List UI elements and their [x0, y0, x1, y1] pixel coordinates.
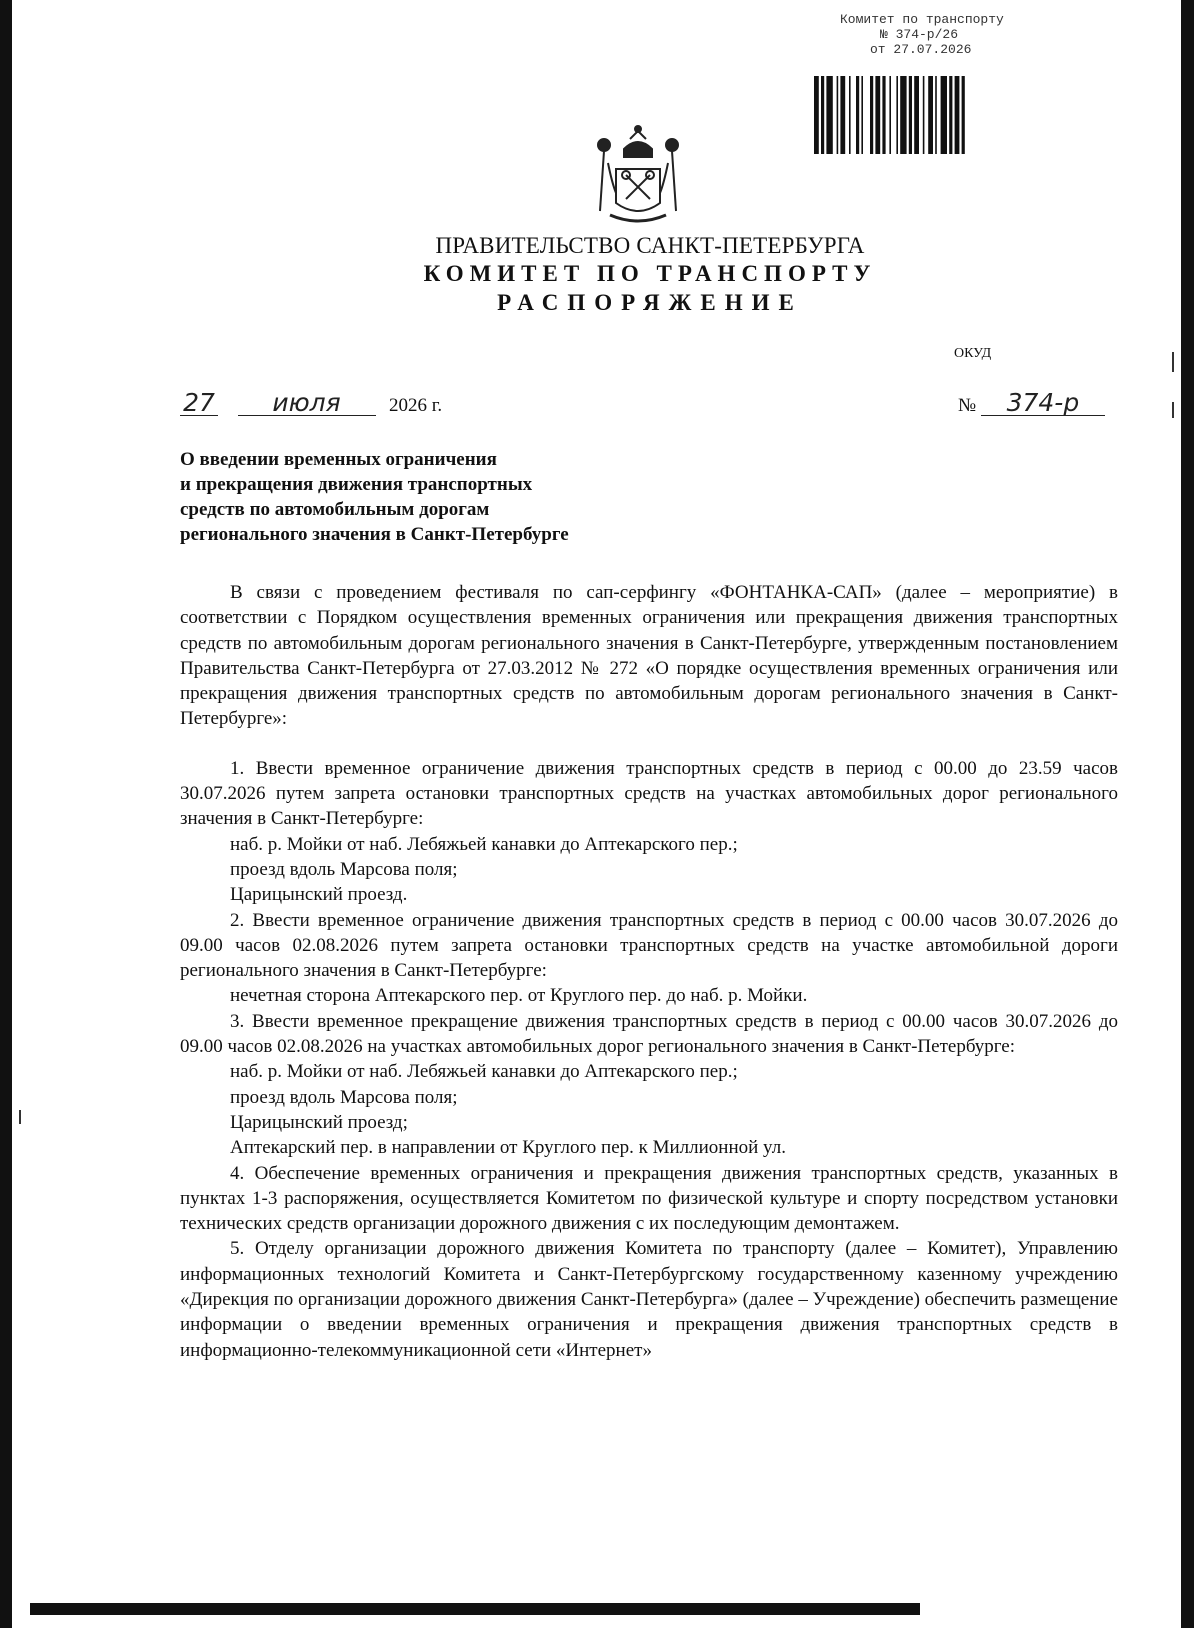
barcode-bar	[923, 76, 925, 154]
scan-border-right	[1181, 0, 1194, 1628]
clause-1-item: наб. р. Мойки от наб. Лебяжьей канавки до Аптекарского пер.;	[230, 833, 738, 855]
barcode-bar	[840, 76, 845, 154]
clause-1: 1. Ввести временное ограничение движения транспортных средств в период с 00.00 до 23.59 часов 30.07.2026 путем запрета остановки транспортных средств на участках автомобильных дорог регионального значения в Санкт-Петербурге:	[180, 757, 1118, 830]
clause-3: 3. Ввести временное прекращение движения транспортных средств в период с 00.00 часов 30.07.2026 до 09.00 часов 02.08.2026 на участках автомобильных дорог регионального значения в Санкт-Петербурге:	[180, 1010, 1118, 1058]
clause-2: 2. Ввести временное ограничение движения транспортных средств в период с 00.00 часов 30.07.2026 до 09.00 часов 02.08.2026 путем запрета остановки транспортных средств на участке автомобильной дороги регионального значения в Санкт-Петербурге:	[180, 909, 1118, 982]
stamp-line-date: от 27.07.2026	[870, 42, 972, 57]
document-date	[180, 388, 443, 417]
number-prefix: №	[958, 395, 977, 416]
clause-3-item: Аптекарский пер. в направлении от Круглого пер. к Миллионной ул.	[230, 1137, 786, 1159]
document-subject	[180, 447, 700, 547]
barcode-bar	[896, 76, 898, 154]
barcode	[812, 76, 1044, 154]
scan-border-bottom	[30, 1603, 920, 1615]
barcode-bar	[955, 76, 960, 154]
document-type-title: РАСПОРЯЖЕНИЕ	[497, 290, 803, 315]
barcode-bar	[826, 76, 832, 154]
barcode-bar	[861, 76, 863, 154]
subject-line: и прекращения движения транспортных	[180, 474, 533, 495]
scan-mark	[19, 1110, 21, 1124]
barcode-bar	[814, 76, 819, 154]
clause-3-item: наб. р. Мойки от наб. Лебяжьей канавки до Аптекарского пер.;	[230, 1061, 738, 1083]
barcode-bar	[914, 76, 919, 154]
preamble-paragraph: В связи с проведением фестиваля по сап-серфингу «ФОНТАНКА-САП» (далее – мероприятие) в соответствии с Порядком осуществления временных ограничения или прекращения движения транспортных средств по автомобильным дорогам регионального значения в Санкт-Петербурге, утвержденным постановлением Правительства Санкт-Петербурга от 27.03.2012 № 272 «О порядке осуществления временных ограничения или прекращения движения транспортных средств по автомобильным дорогам регионального значения в Санкт-Петербурге»:	[180, 582, 1118, 730]
government-title: ПРАВИТЕЛЬСТВО САНКТ-ПЕТЕРБУРГА	[435, 233, 865, 258]
barcode-bar	[875, 76, 880, 154]
barcode-bar	[909, 76, 912, 154]
clause-4: 4. Обеспечение временных ограничения и прекращения движения транспортных средств, указанных в пунктах 1-3 распоряжения, осуществляется Комитетом по физической культуре и спорту посредством установки технических средств организации дорожного движения с их последующим демонтажем.	[180, 1162, 1118, 1235]
barcode-bar	[821, 76, 824, 154]
subject-line: регионального значения в Санкт-Петербурге	[180, 524, 569, 545]
date-month: июля	[238, 391, 376, 416]
barcode-bar	[837, 76, 839, 154]
scan-mark	[1172, 402, 1174, 418]
date-day: 27	[180, 391, 218, 416]
subject-line: средств по автомобильным дорогам	[180, 499, 490, 520]
barcode-bar	[941, 76, 947, 154]
document-header	[300, 232, 1000, 318]
stamp-line-organization: Комитет по транспорту	[840, 12, 1004, 27]
document-number	[958, 388, 1105, 417]
barcode-bar	[928, 76, 933, 154]
date-year: 2026 г.	[389, 395, 443, 416]
barcode-bar	[856, 76, 859, 154]
number-value: 374-р	[981, 391, 1105, 416]
scan-mark	[1172, 352, 1174, 372]
subject-line: О введении временных ограничения	[180, 449, 497, 470]
barcode-bar	[900, 76, 906, 154]
barcode-bar	[870, 76, 873, 154]
clause-1-item: Царицынский проезд.	[230, 884, 408, 906]
clause-3-item: Царицынский проезд;	[230, 1111, 408, 1133]
committee-title: КОМИТЕТ ПО ТРАНСПОРТУ	[423, 261, 877, 286]
barcode-bar	[935, 76, 937, 154]
barcode-bar	[889, 76, 891, 154]
scan-border-left	[0, 0, 12, 1628]
clause-5: 5. Отделу организации дорожного движения Комитета по транспорту (далее – Комитет), Управлению информационных технологий Комитета и Санкт-Петербургскому государственному казенному учреждению «Дирекция по организации дорожного движения Санкт-Петербурга» (далее – Учреждение) обеспечить размещение информации о введении временных ограничения и прекращения движения транспортных средств в информационно-телекоммуникационной сети «Интернет»	[180, 1238, 1118, 1361]
barcode-bar	[949, 76, 952, 154]
barcode-bar	[962, 76, 965, 154]
clause-2-item: нечетная сторона Аптекарского пер. от Круглого пер. до наб. р. Мойки.	[230, 985, 808, 1007]
coat-of-arms-emblem	[590, 123, 686, 227]
document-body	[180, 580, 1118, 1363]
okud-label: ОКУД	[954, 346, 992, 361]
clause-3-item: проезд вдоль Марсова поля;	[230, 1086, 458, 1108]
clause-1-item: проезд вдоль Марсова поля;	[230, 858, 458, 880]
barcode-bar	[849, 76, 851, 154]
stamp-line-number: № 374-р/26	[880, 27, 959, 42]
barcode-bar	[882, 76, 885, 154]
registration-stamp	[840, 12, 1060, 57]
